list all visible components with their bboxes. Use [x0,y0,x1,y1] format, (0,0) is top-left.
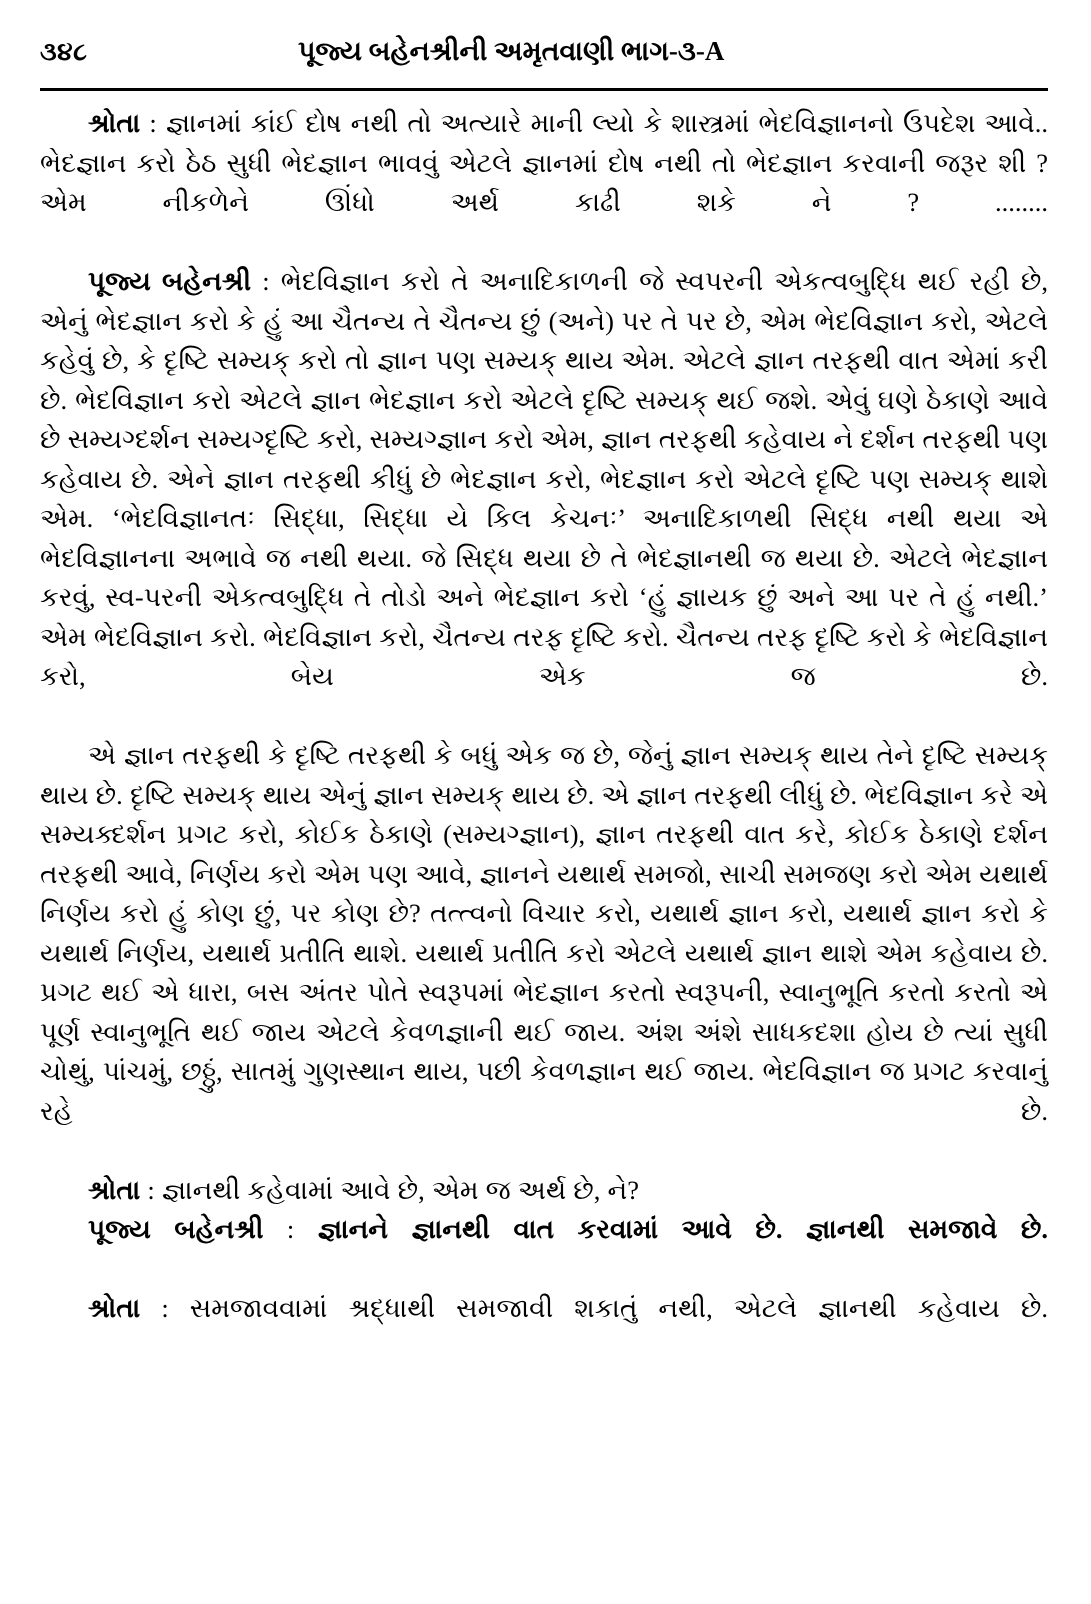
speaker-colon-4: : [263,1214,318,1244]
paragraph-body-3 [40,736,1048,1171]
speaker-colon-5: : [140,1293,190,1323]
paragraph-qa-4 [40,1210,1048,1289]
running-title: પૂજ્ય બહેનશ્રીની અમૃતવાણી ભાગ-૩-A [298,36,725,66]
header-rule [40,88,1048,91]
paragraph-text-qa-5: સમજાવવામાં શ્રદ્ધાથી સમજાવી શકાતું નથી, એટલે જ્ઞાનથી કહેવાય છે. [189,1293,1048,1323]
speaker-label-listener-1: શ્રોતા [88,108,141,138]
speaker-colon-1: : [140,108,166,138]
speaker-label-listener-3: શ્રોતા [88,1293,141,1323]
body-text-block [40,104,1048,1368]
page-number: ૩૪૮ [40,39,88,66]
speaker-colon-3: : [140,1174,162,1205]
speaker-label-listener-2: શ્રોતા [88,1174,141,1205]
paragraph-text-qa-2: ભેદવિજ્ઞાન કરો તે અનાદિકાળની જે સ્વપરની એકત્વબુદ્ધિ થઈ રહી છે, એનું ભેદજ્ઞાન કરો કે હું આ ચૈતન્ય તે ચૈતન્ય છું (અને) પર તે પર છે, એમ ભેદવિજ્ઞાન કરો, એટલે કહેવું છે, કે દૃષ્ટિ સમ્યક્ કરો તો જ્ઞાન પણ સમ્યક્ થાય એમ. એટલે જ્ઞાન તરફથી વાત એમાં કરી છે. ભેદવિજ્ઞાન કરો એટલે જ્ઞાન ભેદજ્ઞાન કરો એટલે દૃષ્ટિ સમ્યક્ થઈ જશે. એવું ઘણે ઠેકાણે આવે છે સમ્યગ્દર્શન સમ્યગ્દૃષ્ટિ કરો, સમ્યગ્જ્ઞાન કરો એમ, જ્ઞાન તરફથી કહેવાય ને દર્શન તરફથી પણ કહેવાય છે. એને જ્ઞાન તરફથી કીધું છે ભેદજ્ઞાન કરો, ભેદજ્ઞાન કરો એટલે દૃષ્ટિ પણ સમ્યક્ થાશે એમ. ‘ભેદવિજ્ઞાનતઃ સિદ્ધા, સિદ્ધા યે કિલ કેચનઃ’ અનાદિકાળથી સિદ્ધ નથી થયા એ ભેદવિજ્ઞાનના અભાવે જ નથી થયા. જે સિદ્ધ થયા છે તે ભેદજ્ઞાનથી જ થયા છે. એટલે ભેદજ્ઞાન કરવું, સ્વ-પરની એકત્વબુદ્ધિ તે તોડો અને ભેદજ્ઞાન કરો ‘હું જ્ઞાયક છું અને આ પર તે હું નથી.’ એમ ભેદવિજ્ઞાન કરો. ભેદવિજ્ઞાન કરો, ચૈતન્ય તરફ દૃષ્ટિ કરો. ચૈતન્ય તરફ દૃષ્ટિ કરો કે ભેદવિજ્ઞાન કરો, બેય એક જ છે. [40,266,1048,691]
running-head [36,38,1055,84]
paragraph-text-qa-4: જ્ઞાનને જ્ઞાનથી વાત કરવામાં આવે છે. જ્ઞાનથી સમજાવે છે. [317,1214,1048,1244]
paragraph-qa-3 [40,1171,1048,1211]
paragraph-qa-1 [40,104,1048,262]
speaker-colon-2: : [251,266,281,296]
paragraph-text-qa-1: જ્ઞાનમાં કાંઈ દોષ નથી તો અત્યારે માની લ્યો કે શાસ્ત્રમાં ભેદવિજ્ઞાનનો ઉપદેશ આવે.. ભેદજ્ઞાન કરો ઠેઠ સુધી ભેદજ્ઞાન ભાવવું એટલે જ્ઞાનમાં દોષ નથી તો ભેદજ્ઞાન કરવાની જરૂર શી ? એમ નીકળેને ઊંધો અર્થ કાઢી શકે ને ? ........ [40,108,1048,217]
speaker-label-bahenshri-1: પૂજ્ય બહેનશ્રી [88,266,252,296]
paragraph-qa-2 [40,262,1048,736]
paragraph-qa-5 [40,1289,1048,1368]
paragraph-text-qa-3: જ્ઞાનથી કહેવામાં આવે છે, એમ જ અર્થ છે, ને? [161,1174,640,1205]
paragraph-text-body-3: એ જ્ઞાન તરફથી કે દૃષ્ટિ તરફથી કે બધું એક જ છે, જેનું જ્ઞાન સમ્યક્ થાય તેને દૃષ્ટિ સમ્યક્ થાય છે. દૃષ્ટિ સમ્યક્ થાય એનું જ્ઞાન સમ્યક્ થાય છે. એ જ્ઞાન તરફથી લીધું છે. ભેદવિજ્ઞાન કરે એ સમ્યક્દર્શન પ્રગટ કરો, કોઈક ઠેકાણે (સમ્યગ્જ્ઞાન), જ્ઞાન તરફથી વાત કરે, કોઈક ઠેકાણે દર્શન તરફથી આવે, નિર્ણય કરો એમ પણ આવે, જ્ઞાનને યથાર્થ સમજો, સાચી સમજણ કરો એમ યથાર્થ નિર્ણય કરો હું કોણ છું, પર કોણ છે? તત્ત્વનો વિચાર કરો, યથાર્થ જ્ઞાન કરો, યથાર્થ જ્ઞાન કરો કે યથાર્થ નિર્ણય, યથાર્થ પ્રતીતિ થાશે. યથાર્થ પ્રતીતિ કરો એટલે યથાર્થ જ્ઞાન થાશે એમ કહેવાય છે. પ્રગટ થઈ એ ધારા, બસ અંતર પોતે સ્વરૂપમાં ભેદજ્ઞાન કરતો સ્વરૂપની, સ્વાનુભૂતિ કરતો કરતો એ પૂર્ણ સ્વાનુભૂતિ થઈ જાય એટલે કેવળજ્ઞાની થઈ જાય. અંશ અંશે સાધકદશા હોય છે ત્યાં સુધી ચોથું, પાંચમું, છઠ્ઠું, સાતમું ગુણસ્થાન થાય, પછી કેવળજ્ઞાન થઈ જાય. ભેદવિજ્ઞાન જ પ્રગટ કરવાનું રહે છે. [40,740,1048,1126]
speaker-label-bahenshri-2: પૂજ્ય બહેનશ્રી [88,1214,264,1244]
